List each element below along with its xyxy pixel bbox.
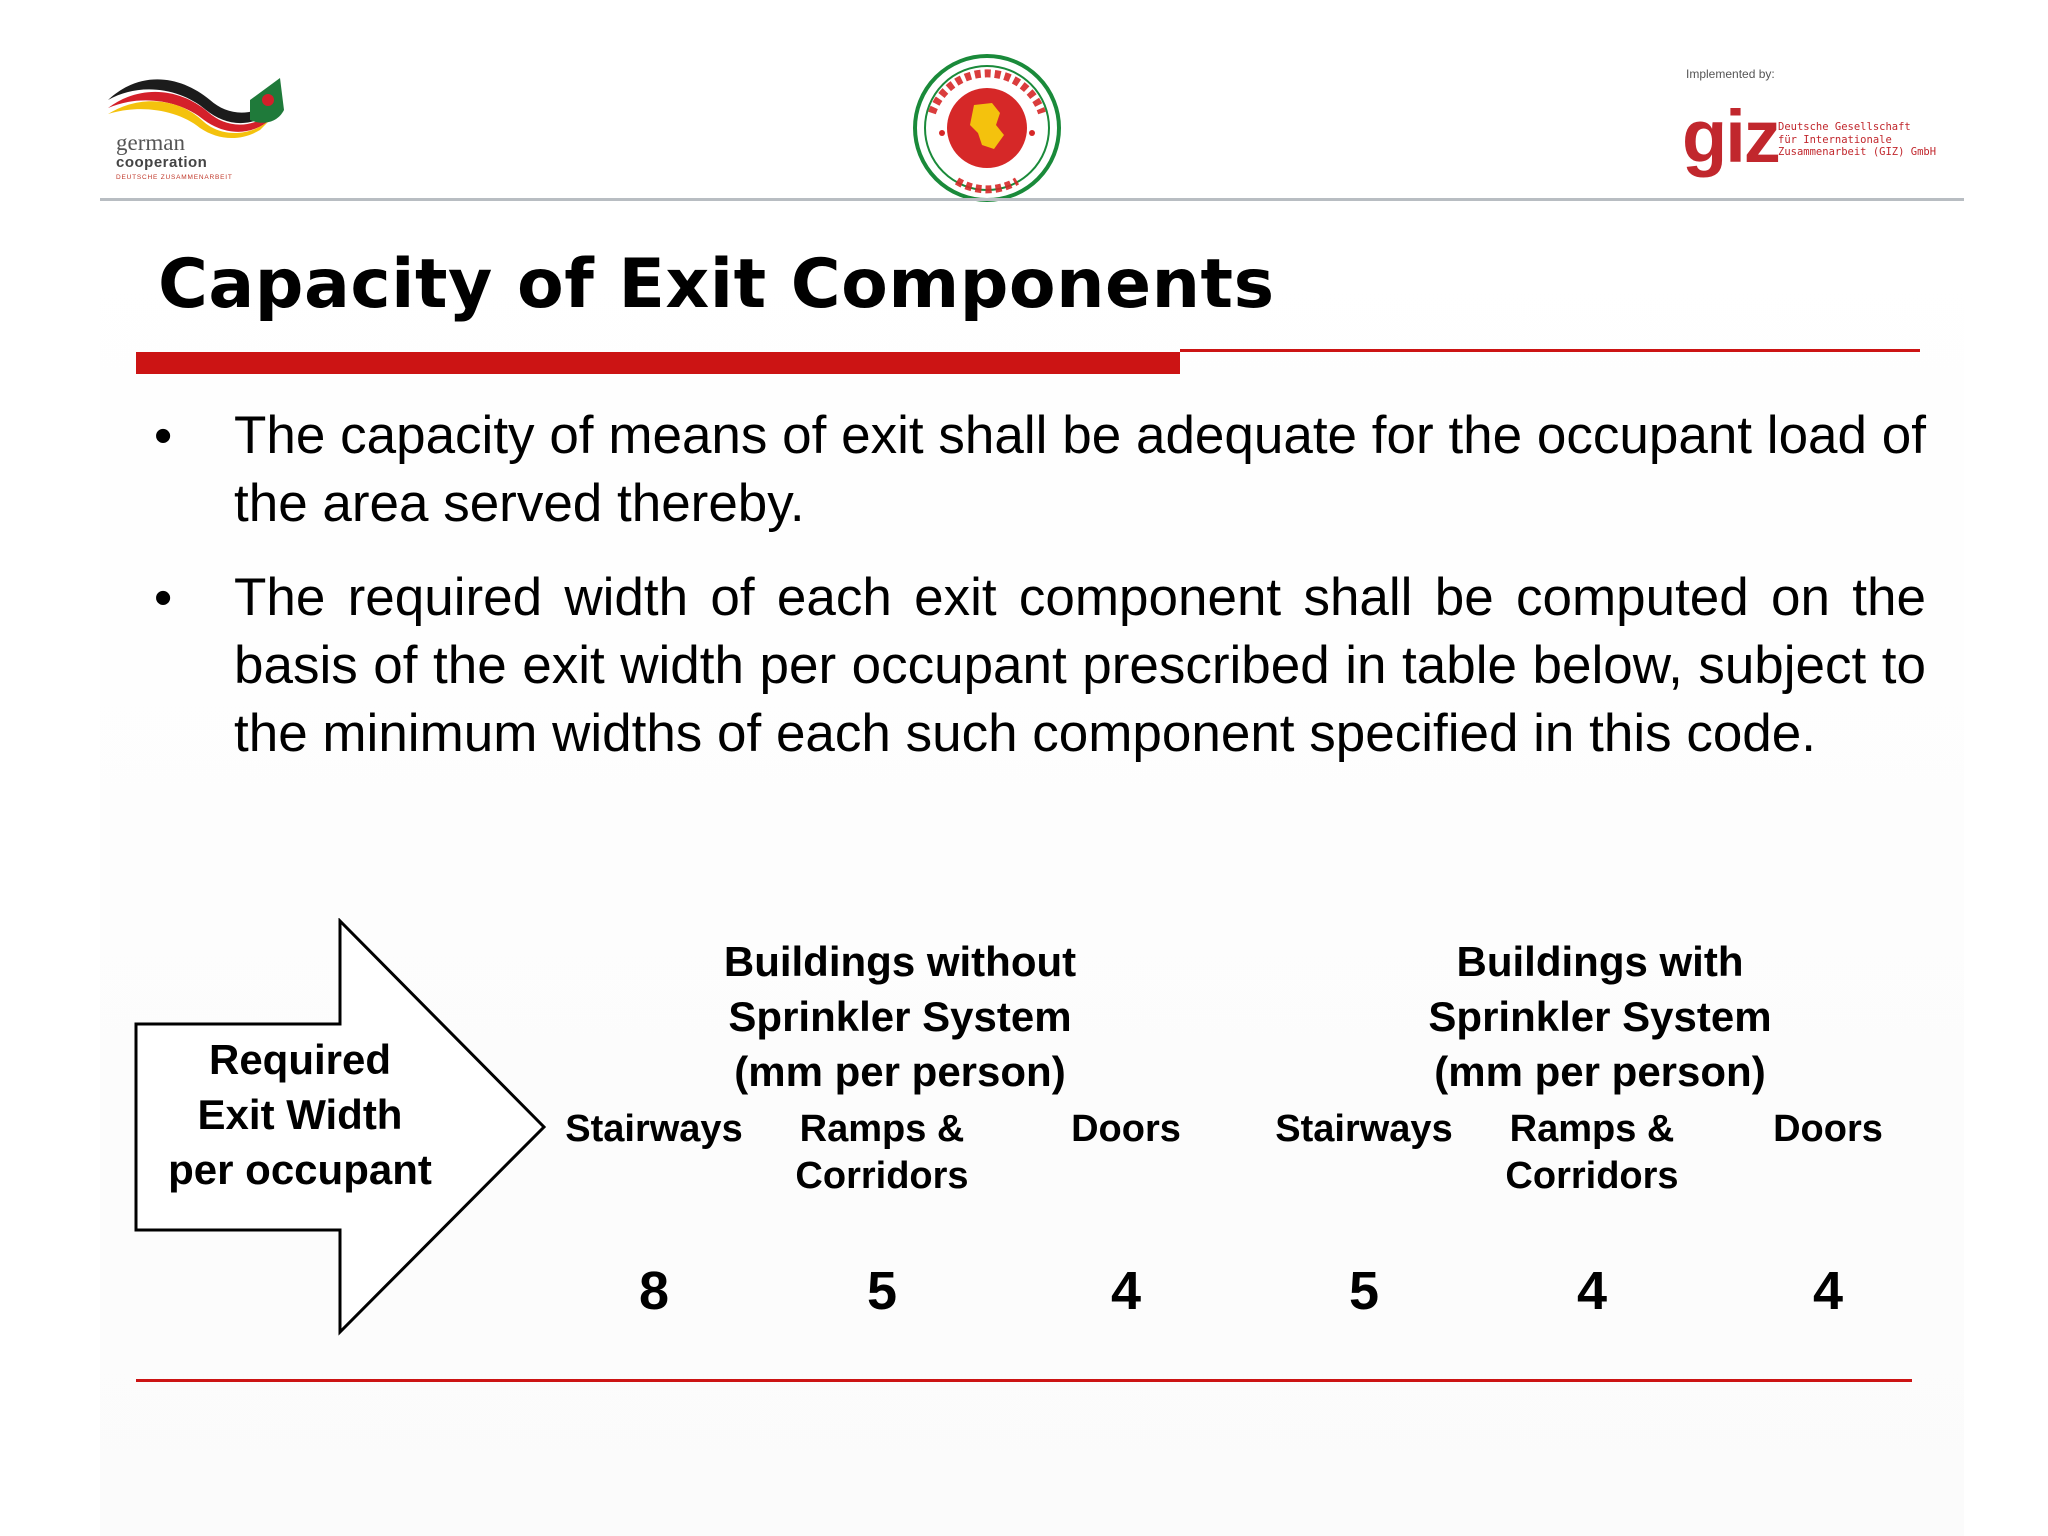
german-logo-line2: cooperation	[116, 154, 208, 171]
column-heading-line: Corridors	[1505, 1155, 1679, 1197]
giz-logo-mark: giz	[1682, 95, 1779, 178]
giz-full-name	[1778, 121, 1936, 159]
bullet-text: The capacity of means of exit shall be adequate for the occupant load of the area served thereby.	[234, 406, 1926, 533]
group-heading-line: (mm per person)	[734, 1048, 1066, 1095]
column-heading-line: Corridors	[795, 1155, 969, 1197]
value-cell: 4	[1110, 1261, 1142, 1321]
column-heading-line: Ramps &	[799, 1108, 965, 1150]
giz-name-line: für Internationale	[1778, 133, 1892, 146]
bullet-list	[150, 402, 1926, 794]
german-cooperation-logo	[100, 70, 300, 190]
column-heading-line: Ramps &	[1509, 1108, 1675, 1150]
title-underline-thick	[136, 352, 1180, 374]
column-heading-line: Stairways	[1275, 1108, 1453, 1150]
group-heading-line: Buildings without	[723, 938, 1077, 985]
value-cell: 5	[1348, 1261, 1380, 1321]
german-logo-line3: DEUTSCHE ZUSAMMENARBEIT	[116, 174, 233, 181]
government-seal-icon	[912, 53, 1062, 203]
group-heading-with-sprinkler	[1320, 934, 1880, 1099]
bullet-text: The required width of each exit component shall be computed on the basis of the exit width per occupant prescribed in table below, subject to the minimum widths of each such component specified in this code.	[234, 568, 1926, 763]
group-heading-line: Sprinkler System	[728, 993, 1072, 1040]
column-heading-ramps-corridors	[1472, 1106, 1712, 1200]
column-heading-stairways	[1244, 1106, 1484, 1153]
column-heading-doors	[1708, 1106, 1948, 1153]
value-cell: 8	[638, 1261, 670, 1321]
row-label-line: Required	[208, 1036, 392, 1083]
header-divider	[100, 198, 1964, 201]
column-heading-line: Doors	[1773, 1108, 1883, 1150]
giz-implemented-by: Implemented by:	[1686, 67, 1775, 81]
column-heading-line: Stairways	[565, 1108, 743, 1150]
row-label	[140, 1032, 460, 1197]
row-label-line: Exit Width	[197, 1091, 403, 1138]
value-cell: 4	[1576, 1261, 1608, 1321]
column-heading-line: Doors	[1071, 1108, 1181, 1150]
bullet-dot-icon: •	[154, 569, 173, 627]
column-heading-doors	[1006, 1106, 1246, 1153]
row-label-line: per occupant	[168, 1146, 432, 1193]
column-heading-stairways	[534, 1106, 774, 1153]
bottom-divider	[136, 1379, 1912, 1382]
giz-name-line: Deutsche Gesellschaft	[1778, 121, 1911, 133]
bullet-item	[150, 402, 1926, 538]
group-heading-line: Buildings with	[1456, 938, 1744, 985]
german-logo-line1: german	[116, 130, 185, 155]
value-cell: 4	[1812, 1261, 1844, 1321]
bullet-dot-icon: •	[154, 407, 173, 465]
group-heading-line: (mm per person)	[1434, 1048, 1766, 1095]
giz-name-line: Zusammenarbeit (GIZ) GmbH	[1778, 146, 1937, 158]
slide-title: Capacity of Exit Components	[158, 245, 1275, 324]
bullet-item	[150, 564, 1926, 768]
column-heading-ramps-corridors	[762, 1106, 1002, 1200]
group-heading-line: Sprinkler System	[1428, 993, 1772, 1040]
title-underline-thin	[1180, 349, 1920, 352]
group-heading-without-sprinkler	[620, 934, 1180, 1099]
value-cell: 5	[866, 1261, 898, 1321]
